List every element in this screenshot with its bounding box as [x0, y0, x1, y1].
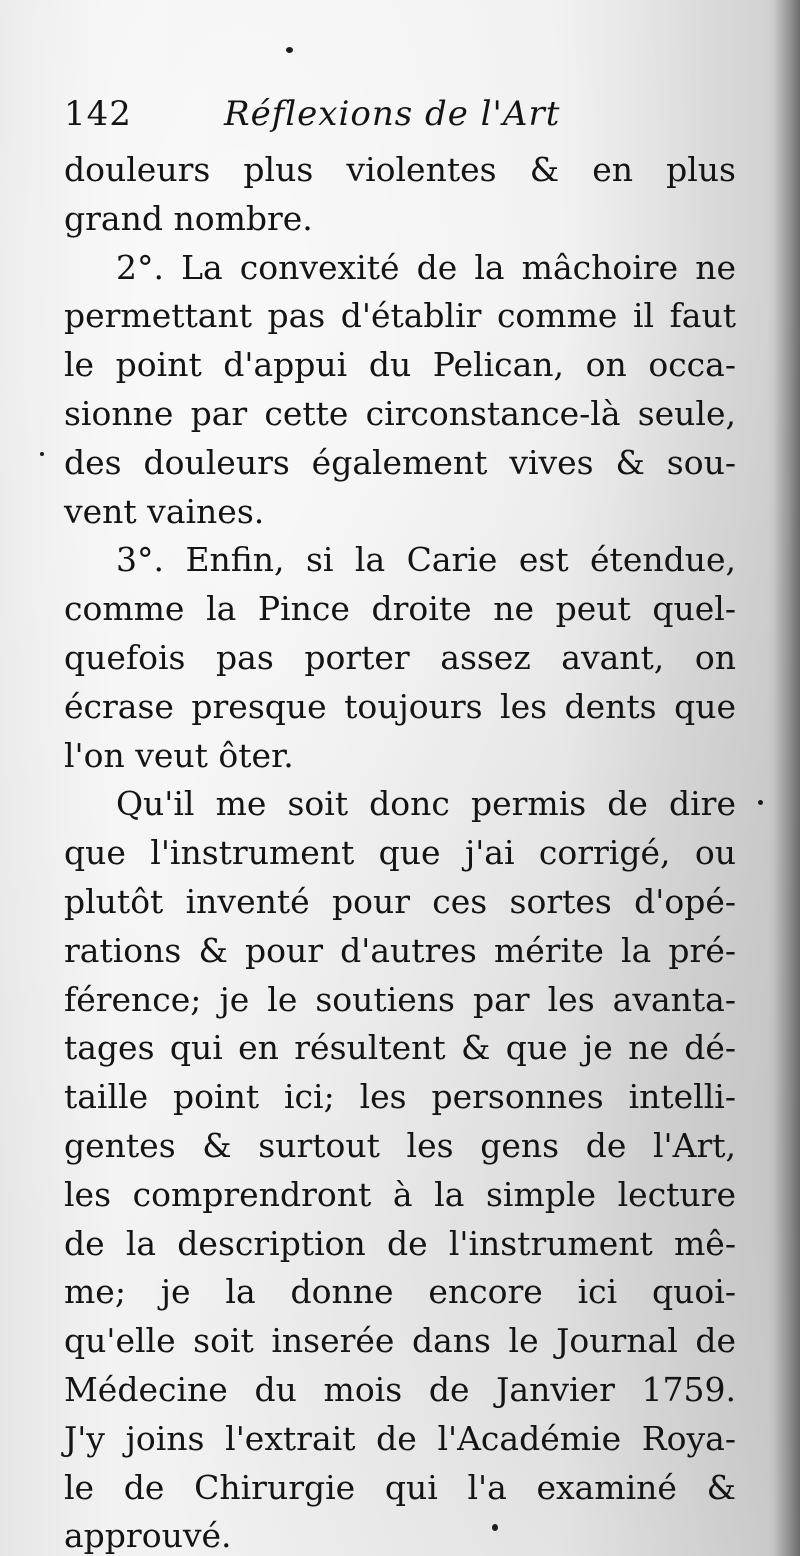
text-line: J'y joins l'extrait de l'Académie Roya- [64, 1418, 736, 1458]
text-line: permettant pas d'établir comme il faut [64, 296, 736, 336]
page-edge-shadow [774, 0, 800, 1556]
text-line: écrase presque toujours les dents que [64, 686, 736, 726]
running-header [64, 94, 744, 142]
text-line: quefois pas porter assez avant, on [64, 637, 736, 677]
text-line: vent vaines. [64, 491, 265, 531]
text-line: férence; je le soutiens par les avanta- [64, 979, 736, 1019]
text-line: l'on veut ôter. [64, 735, 294, 775]
text-line: qu'elle soit inserée dans le Journal de [64, 1321, 736, 1361]
text-line: le de Chirurgie qui l'a examiné & [64, 1467, 736, 1507]
text-line: comme la Pince droite ne peut quel- [64, 589, 736, 629]
text-line: gentes & surtout les gens de l'Art, [64, 1125, 736, 1165]
text-line: approuvé. [64, 1516, 232, 1556]
ink-speck [286, 47, 293, 53]
running-title: Réflexions de l'Art [224, 94, 561, 134]
text-line: plutôt inventé pour ces sortes d'opé- [64, 881, 736, 921]
text-line: des douleurs également vives & sou- [64, 442, 736, 482]
ink-speck [40, 452, 44, 456]
text-line: sionne par cette circonstance-là seule, [64, 393, 736, 433]
text-line: taille point ici; les personnes intelli- [64, 1077, 736, 1117]
text-line: rations & pour d'autres mérite la pré- [64, 930, 736, 970]
page-number: 142 [64, 94, 132, 134]
text-line: me; je la donne encore ici quoi- [64, 1272, 736, 1312]
body-text [64, 146, 736, 1556]
text-line: le point d'appui du Pelican, on occa- [64, 345, 736, 385]
text-line: Qu'il me soit donc permis de dire [116, 784, 736, 824]
text-line: 2°. La convexité de la mâchoire ne [116, 247, 736, 287]
text-line: les comprendront à la simple lecture [64, 1174, 736, 1214]
text-line: que l'instrument que j'ai corrigé, ou [64, 833, 736, 873]
ink-speck [758, 800, 763, 805]
text-line: 3°. Enfin, si la Carie est étendue, [116, 540, 736, 580]
text-line: Médecine du mois de Janvier 1759. [64, 1369, 736, 1409]
text-line: tages qui en résultent & que je ne dé- [64, 1028, 736, 1068]
text-line: de la description de l'instrument mê- [64, 1223, 736, 1263]
text-line: grand nombre. [64, 198, 313, 238]
text-line: douleurs plus violentes & en plus [64, 150, 736, 189]
